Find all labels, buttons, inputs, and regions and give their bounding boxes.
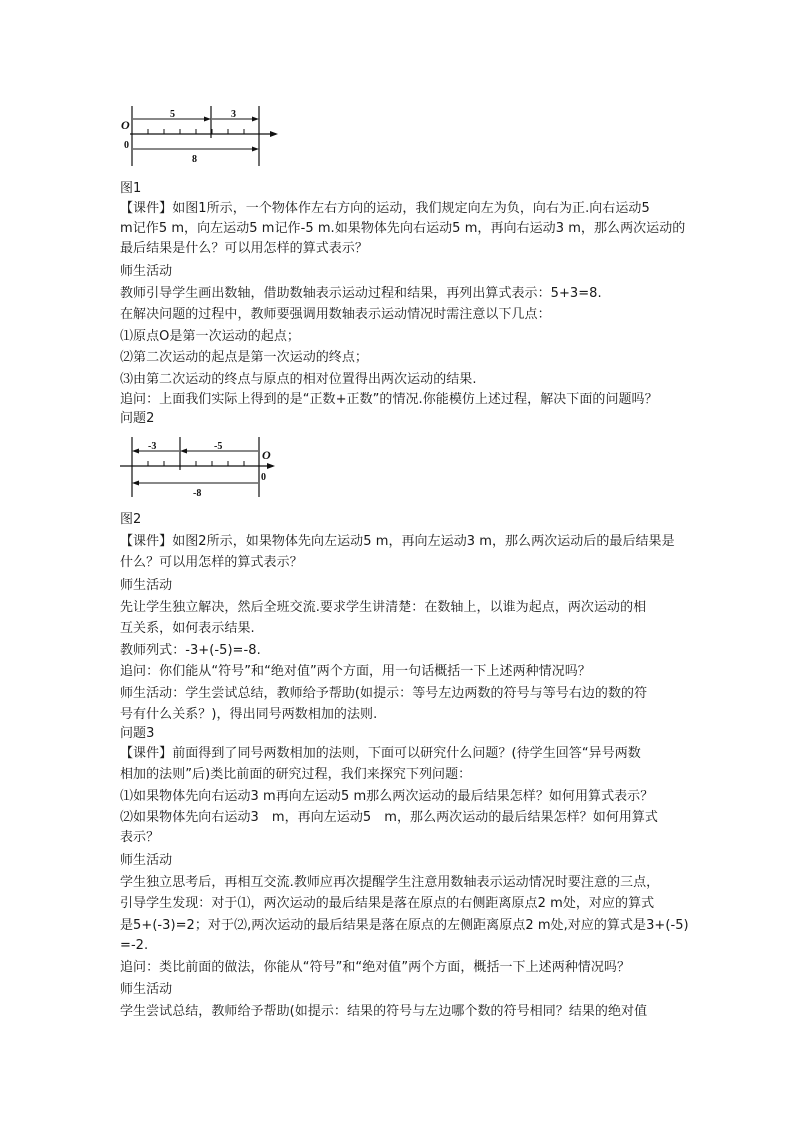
list-item: ⑶由第二次运动的终点与原点的相对位置得出两次运动的结果. [120, 372, 477, 387]
paragraph-line: 学生独立思考后，再相互交流.教师应再次提醒学生注意用数轴表示运动情况时要注意的三点， [120, 875, 660, 890]
paragraph-line: 号有什么关系？)，得出同号两数相加的法则. [120, 707, 378, 722]
paragraph-line: 追问：上面我们实际上得到的是“正数+正数”的情况.你能模仿上述过程，解决下面的问题吗？ [120, 392, 658, 407]
paragraph-line: 【课件】如图2所示，如果物体先向左运动5 m，再向左运动3 m，那么两次运动后的最后结果是 [120, 534, 675, 549]
paragraph-line: 在解决问题的过程中，教师要强调用数轴表示运动情况时需注意以下几点： [120, 307, 551, 322]
segment-b-label: -5 [214, 441, 223, 452]
paragraph-line: 教师引导学生画出数轴，借助数轴表示运动过程和结果，再列出算式表示：5+3=8. [120, 286, 602, 301]
section-heading: 师生活动 [120, 264, 173, 279]
origin-label: O [121, 118, 130, 132]
figure-2-number-line [118, 433, 288, 503]
figure-1-caption: 图1 [120, 181, 142, 196]
paragraph-line: m记作5 m，向左运动5 m记作-5 m.如果物体先向右运动5 m，再向右运动3 m，那么两次运动的 [120, 221, 686, 236]
axis-arrow [267, 463, 275, 469]
section-heading: 问题3 [120, 726, 155, 741]
total-label: -8 [193, 488, 202, 499]
paragraph-line: 引导学生发现：对于⑴，两次运动的最后结果是落在原点的右侧距离原点2 m处，对应的算式 [120, 896, 655, 911]
paragraph-line: 是5+(-3)=2；对于⑵,两次运动的最后结果是落在原点的左侧距离原点2 m处,对应的算式是3+(-5) [120, 918, 689, 933]
section-heading: 师生活动 [120, 982, 173, 997]
paragraph-line: 追问：类比前面的做法，你能从“符号”和“绝对值”两个方面，概括一下上述两种情况吗？ [120, 960, 630, 975]
segment-b-label: 3 [231, 109, 236, 120]
paragraph-line: 【课件】如图1所示，一个物体作左右方向的运动，我们规定向左为负，向右为正.向右运动5 [120, 201, 650, 216]
zero-label: 0 [124, 140, 129, 151]
paragraph-line: 学生尝试总结，教师给予帮助(如提示：结果的符号与左边哪个数的符号相同？结果的绝对值 [120, 1004, 648, 1019]
paragraph-line: 什么？可以用怎样的算式表示？ [120, 555, 303, 570]
segment-a-label: -3 [148, 441, 157, 452]
section-heading: 师生活动 [120, 853, 173, 868]
paragraph-line: 追问：你们能从“符号”和“绝对值”两个方面，用一句话概括一下上述两种情况吗？ [120, 664, 591, 679]
paragraph-line: 师生活动：学生尝试总结，教师给予帮助(如提示：等号左边两数的符号与等号右边的数的符 [120, 686, 648, 701]
origin-label: O [262, 448, 271, 462]
axis-ticks [132, 129, 244, 134]
list-item: ⑵如果物体先向右运动3 m，再向左运动5 m，那么两次运动的最后结果怎样？如何用算式 [120, 810, 658, 825]
paragraph-line: 表示？ [120, 830, 160, 845]
total-label: 8 [192, 154, 197, 165]
section-heading: 师生活动 [120, 578, 173, 593]
zero-label: 0 [261, 472, 266, 483]
paragraph-line: 【课件】前面得到了同号两数相加的法则，下面可以研究什么问题？(待学生回答“异号两数 [120, 746, 641, 761]
paragraph-line: 最后结果是什么？可以用怎样的算式表示？ [120, 241, 368, 256]
list-item: ⑵第二次运动的起点是第一次运动的终点； [120, 350, 368, 365]
segment-a-label: 5 [170, 109, 175, 120]
paragraph-line: 互关系，如何表示结果. [120, 621, 255, 636]
list-item: ⑴原点O是第一次运动的起点； [120, 329, 300, 344]
figure-1-svg [118, 100, 288, 170]
axis-ticks [148, 461, 244, 466]
paragraph-line: 教师列式：-3+(-5)=-8. [120, 643, 261, 658]
figure-2-caption: 图2 [120, 512, 142, 527]
paragraph-line: 相加的法则”后)类比前面的研究过程，我们来探究下列问题： [120, 767, 472, 782]
section-heading: 问题2 [120, 411, 155, 426]
list-item: ⑴如果物体先向右运动3 m再向左运动5 m那么两次运动的最后结果怎样？如何用算式表示？ [120, 789, 654, 804]
figure-2-svg [118, 433, 288, 503]
paragraph-line: =-2. [120, 938, 149, 953]
paragraph-line: 先让学生独立解决，然后全班交流.要求学生讲清楚：在数轴上，以谁为起点，两次运动的相 [120, 600, 647, 615]
axis-arrow [270, 131, 278, 137]
figure-1-number-line [118, 100, 288, 170]
